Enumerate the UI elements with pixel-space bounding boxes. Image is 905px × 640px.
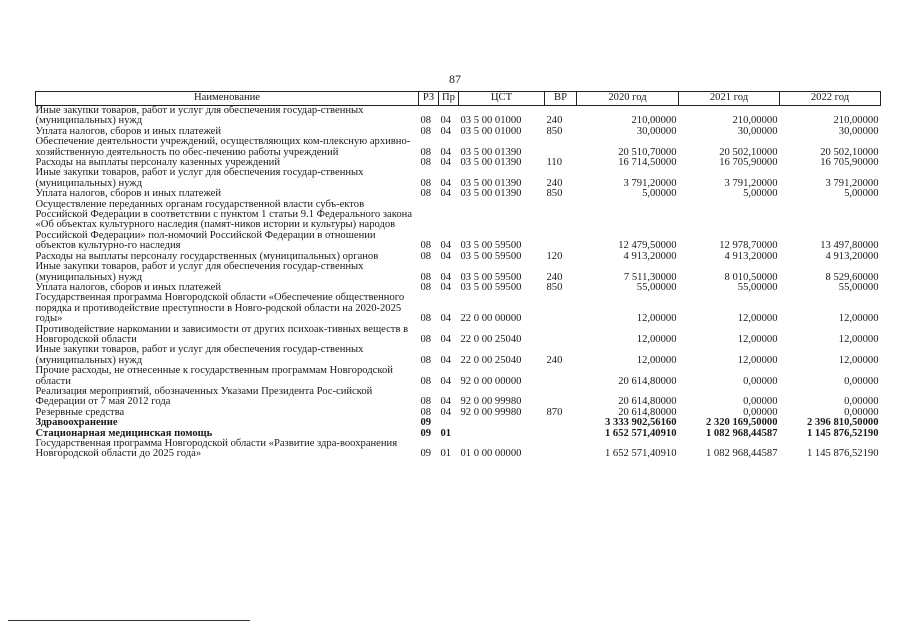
row-pr: 01	[440, 448, 452, 460]
row-rz: 08	[420, 115, 432, 127]
table-row	[36, 387, 881, 408]
row-vr: 120	[546, 250, 563, 262]
row-value-2020: 12 479,50000	[618, 240, 677, 252]
row-cst: 22 0 00 25040	[460, 354, 522, 366]
row-value-2022: 0,00000	[844, 406, 879, 418]
table-row	[36, 262, 881, 283]
row-name: Иные закупки товаров, работ и услуг для обеспечения государ-ственных (муниципальных) нужд	[35, 167, 364, 189]
row-cst: 03 5 00 01390	[460, 157, 522, 169]
row-rz: 08	[420, 354, 432, 366]
row-rz: 09	[420, 427, 432, 439]
row-vr	[545, 200, 577, 252]
row-value-2021: 12 978,70000	[719, 240, 778, 252]
row-value-2021: 12,00000	[737, 333, 778, 345]
row-value-2020: 20 614,80000	[618, 396, 677, 408]
row-pr: 04	[440, 188, 452, 200]
row-value-2021: 12,00000	[737, 354, 778, 366]
row-pr: 04	[440, 375, 452, 387]
row-rz: 08	[420, 125, 432, 137]
row-value-2021: 210,00000	[732, 115, 778, 127]
row-pr: 04	[440, 313, 452, 325]
row-value-2022: 12,00000	[838, 333, 879, 345]
row-cst: 03 5 00 01390	[460, 146, 522, 158]
row-pr: 04	[440, 250, 452, 262]
row-value-2022: 8 529,60000	[825, 271, 879, 283]
row-cst: 22 0 00 00000	[460, 313, 522, 325]
row-name: Обеспечение деятельности учреждений, осуществляющих ком-плексную архивно-хозяйственную деятельность по обес-печению работы учреждений	[35, 136, 411, 158]
row-rz: 08	[420, 281, 432, 293]
col-header-pr: Пр	[439, 92, 459, 106]
row-pr: 04	[440, 333, 452, 345]
row-value-2022: 1 145 876,52190	[806, 448, 879, 460]
col-header-vr: ВР	[545, 92, 577, 106]
row-cst: 03 5 00 59500	[460, 250, 522, 262]
row-value-2021: 1 082 968,44587	[705, 427, 778, 439]
row-rz: 08	[420, 157, 432, 169]
row-cst: 03 5 00 59500	[460, 271, 522, 283]
col-header-2020: 2020 год	[577, 92, 679, 106]
row-vr: 850	[546, 281, 563, 293]
row-value-2021: 5,00000	[743, 188, 778, 200]
row-value-2022: 2 396 810,50000	[806, 417, 879, 429]
row-name: Реализация мероприятий, обозначенных Указами Президента Рос-сийской Федерации от 7 мая 2012 года	[35, 385, 373, 408]
row-name: Государственная программа Новгородской области «Обеспечение общественного порядка и противодействие преступности в Новго-родской области на 2020-2025 годы»	[35, 292, 405, 325]
row-rz: 08	[420, 240, 432, 252]
row-name: Расходы на выплаты персоналу казенных учреждений	[35, 157, 280, 169]
row-vr: 240	[546, 271, 563, 283]
row-vr	[545, 293, 577, 324]
row-pr: 04	[440, 271, 452, 283]
row-value-2020: 12,00000	[636, 313, 677, 325]
row-name: Иные закупки товаров, работ и услуг для обеспечения государ-ственных (муниципальных) нужд	[35, 261, 364, 283]
row-value-2022: 12,00000	[838, 354, 879, 366]
row-cst: 92 0 00 99980	[460, 406, 522, 418]
row-pr: 04	[440, 177, 452, 189]
row-value-2022: 3 791,20000	[825, 177, 879, 189]
row-value-2022: 0,00000	[844, 396, 879, 408]
row-pr: 01	[440, 427, 452, 439]
row-value-2021: 20 502,10000	[719, 146, 778, 158]
row-value-2022: 12,00000	[838, 313, 879, 325]
col-header-2022: 2022 год	[780, 92, 881, 106]
row-name: Противодействие наркомании и зависимости от других психоак-тивных веществ в Новгородской области	[35, 323, 409, 345]
row-rz: 09	[420, 448, 432, 460]
row-value-2022: 0,00000	[844, 375, 879, 387]
col-header-2021: 2021 год	[679, 92, 780, 106]
row-value-2022: 4 913,20000	[825, 250, 879, 262]
row-cst: 92 0 00 99980	[460, 396, 522, 408]
row-rz: 08	[420, 406, 432, 418]
table-row	[36, 168, 881, 189]
row-name: Осуществление переданных органам государственной власти субъ-ектов Российской Федерации в соответствии с пунктом 1 статьи 9.1 Федерального закона «Об объектах культурного наследия (памят-ников истории и культуры) народов Российской Федерации» пол-номочий Российской Федерации в отношении объектов культурно-го наследия	[35, 198, 413, 252]
row-vr: 240	[546, 177, 563, 189]
row-value-2020: 210,00000	[631, 115, 677, 127]
row-cst: 22 0 00 25040	[460, 333, 522, 345]
row-pr: 04	[440, 240, 452, 252]
row-name: Государственная программа Новгородской области «Развитие здра-воохранения Новгородской области до 2025 года»	[35, 438, 398, 460]
row-value-2020: 3 791,20000	[623, 177, 677, 189]
row-vr: 850	[546, 188, 563, 200]
row-value-2020: 1 652 571,40910	[604, 427, 677, 439]
row-name: Стационарная медицинская помощь	[35, 427, 213, 439]
row-pr: 04	[440, 396, 452, 408]
page-number: 87	[449, 72, 461, 86]
row-vr: 240	[546, 115, 563, 127]
row-value-2021: 0,00000	[743, 375, 778, 387]
row-name: Уплата налогов, сборов и иных платежей	[35, 188, 222, 200]
row-pr: 04	[440, 354, 452, 366]
row-value-2021: 55,00000	[737, 281, 778, 293]
table-row	[36, 439, 881, 460]
row-value-2020: 55,00000	[636, 281, 677, 293]
row-cst: 03 5 00 01390	[460, 188, 522, 200]
row-vr: 870	[546, 406, 563, 418]
row-vr	[545, 439, 577, 460]
row-name: Уплата налогов, сборов и иных платежей	[35, 281, 222, 293]
row-cst: 03 5 00 59500	[460, 240, 522, 252]
row-vr: 850	[546, 125, 563, 137]
row-value-2020: 12,00000	[636, 354, 677, 366]
col-header-name: Наименование	[36, 92, 419, 106]
row-value-2021: 0,00000	[743, 396, 778, 408]
row-value-2020: 7 511,30000	[623, 271, 677, 283]
row-name: Уплата налогов, сборов и иных платежей	[35, 125, 222, 137]
row-value-2021: 2 320 169,50000	[705, 417, 778, 429]
row-cst: 92 0 00 00000	[460, 375, 522, 387]
row-vr	[545, 366, 577, 387]
row-value-2022: 20 502,10000	[820, 146, 879, 158]
col-header-rz: РЗ	[419, 92, 439, 106]
row-rz: 08	[420, 333, 432, 345]
table-row	[36, 137, 881, 158]
row-value-2021: 4 913,20000	[724, 250, 778, 262]
row-value-2020: 20 510,70000	[618, 146, 677, 158]
col-header-cst: ЦСТ	[459, 92, 545, 106]
footnote-rule	[8, 620, 250, 621]
row-cst: 01 0 00 00000	[460, 448, 522, 460]
table-row	[36, 366, 881, 387]
row-value-2022: 13 497,80000	[820, 240, 879, 252]
row-value-2020: 12,00000	[636, 333, 677, 345]
table-row	[36, 200, 881, 252]
row-name: Прочие расходы, не отнесенные к государственным программам Новгородской области	[35, 365, 393, 387]
row-vr: 110	[546, 157, 562, 169]
row-vr	[545, 429, 577, 439]
row-name: Резервные средства	[35, 406, 125, 418]
row-rz: 08	[420, 250, 432, 262]
row-value-2021: 3 791,20000	[724, 177, 778, 189]
row-value-2022: 1 145 876,52190	[806, 427, 879, 439]
row-pr: 04	[440, 146, 452, 158]
row-vr	[545, 387, 577, 408]
row-pr: 04	[440, 281, 452, 293]
table-row	[36, 325, 881, 346]
row-rz: 08	[420, 375, 432, 387]
row-value-2022: 210,00000	[833, 115, 879, 127]
row-rz: 08	[420, 396, 432, 408]
table-header-row	[36, 92, 881, 106]
row-pr: 04	[440, 115, 452, 127]
row-name: Расходы на выплаты персоналу государственных (муниципальных) органов	[35, 250, 379, 262]
table-row	[36, 293, 881, 324]
budget-table	[35, 91, 881, 460]
row-cst: 03 5 00 59500	[460, 281, 522, 293]
row-rz: 08	[420, 271, 432, 283]
row-value-2020: 30,00000	[636, 125, 677, 137]
row-cst: 03 5 00 01000	[460, 125, 522, 137]
row-name: Здравоохранение	[35, 417, 118, 429]
row-value-2022: 5,00000	[844, 188, 879, 200]
row-value-2020: 4 913,20000	[623, 250, 677, 262]
row-cst: 03 5 00 01390	[460, 177, 522, 189]
row-value-2021: 12,00000	[737, 313, 778, 325]
row-cst	[459, 418, 545, 428]
row-rz: 08	[420, 146, 432, 158]
row-vr	[545, 137, 577, 158]
row-cst	[459, 429, 545, 439]
row-value-2021: 30,00000	[737, 125, 778, 137]
row-value-2020: 20 614,80000	[618, 375, 677, 387]
row-value-2020: 5,00000	[642, 188, 677, 200]
row-value-2020: 1 652 571,40910	[604, 448, 677, 460]
row-rz: 08	[420, 313, 432, 325]
row-pr: 04	[440, 406, 452, 418]
table-row	[36, 106, 881, 127]
row-rz: 08	[420, 177, 432, 189]
row-value-2022: 16 705,90000	[820, 157, 879, 169]
row-pr: 04	[440, 125, 452, 137]
row-value-2022: 30,00000	[838, 125, 879, 137]
row-pr: 04	[440, 157, 452, 169]
row-cst: 03 5 00 01000	[460, 115, 522, 127]
row-value-2022: 55,00000	[838, 281, 879, 293]
row-value-2020: 3 333 902,56160	[604, 417, 677, 429]
row-value-2020: 16 714,50000	[618, 157, 677, 169]
row-value-2021: 16 705,90000	[719, 157, 778, 169]
row-rz: 08	[420, 188, 432, 200]
row-name: Иные закупки товаров, работ и услуг для обеспечения государ-ственных (муниципальных) нужд	[35, 344, 364, 366]
table-row	[36, 345, 881, 366]
row-vr: 240	[546, 354, 563, 366]
row-value-2021: 0,00000	[743, 406, 778, 418]
row-vr	[545, 325, 577, 346]
row-vr	[545, 418, 577, 428]
row-value-2021: 1 082 968,44587	[705, 448, 778, 460]
row-rz: 09	[420, 417, 432, 429]
row-value-2021: 8 010,50000	[724, 271, 778, 283]
row-value-2020: 20 614,80000	[618, 406, 677, 418]
row-name: Иные закупки товаров, работ и услуг для обеспечения государ-ственных (муниципальных) нужд	[35, 105, 364, 127]
